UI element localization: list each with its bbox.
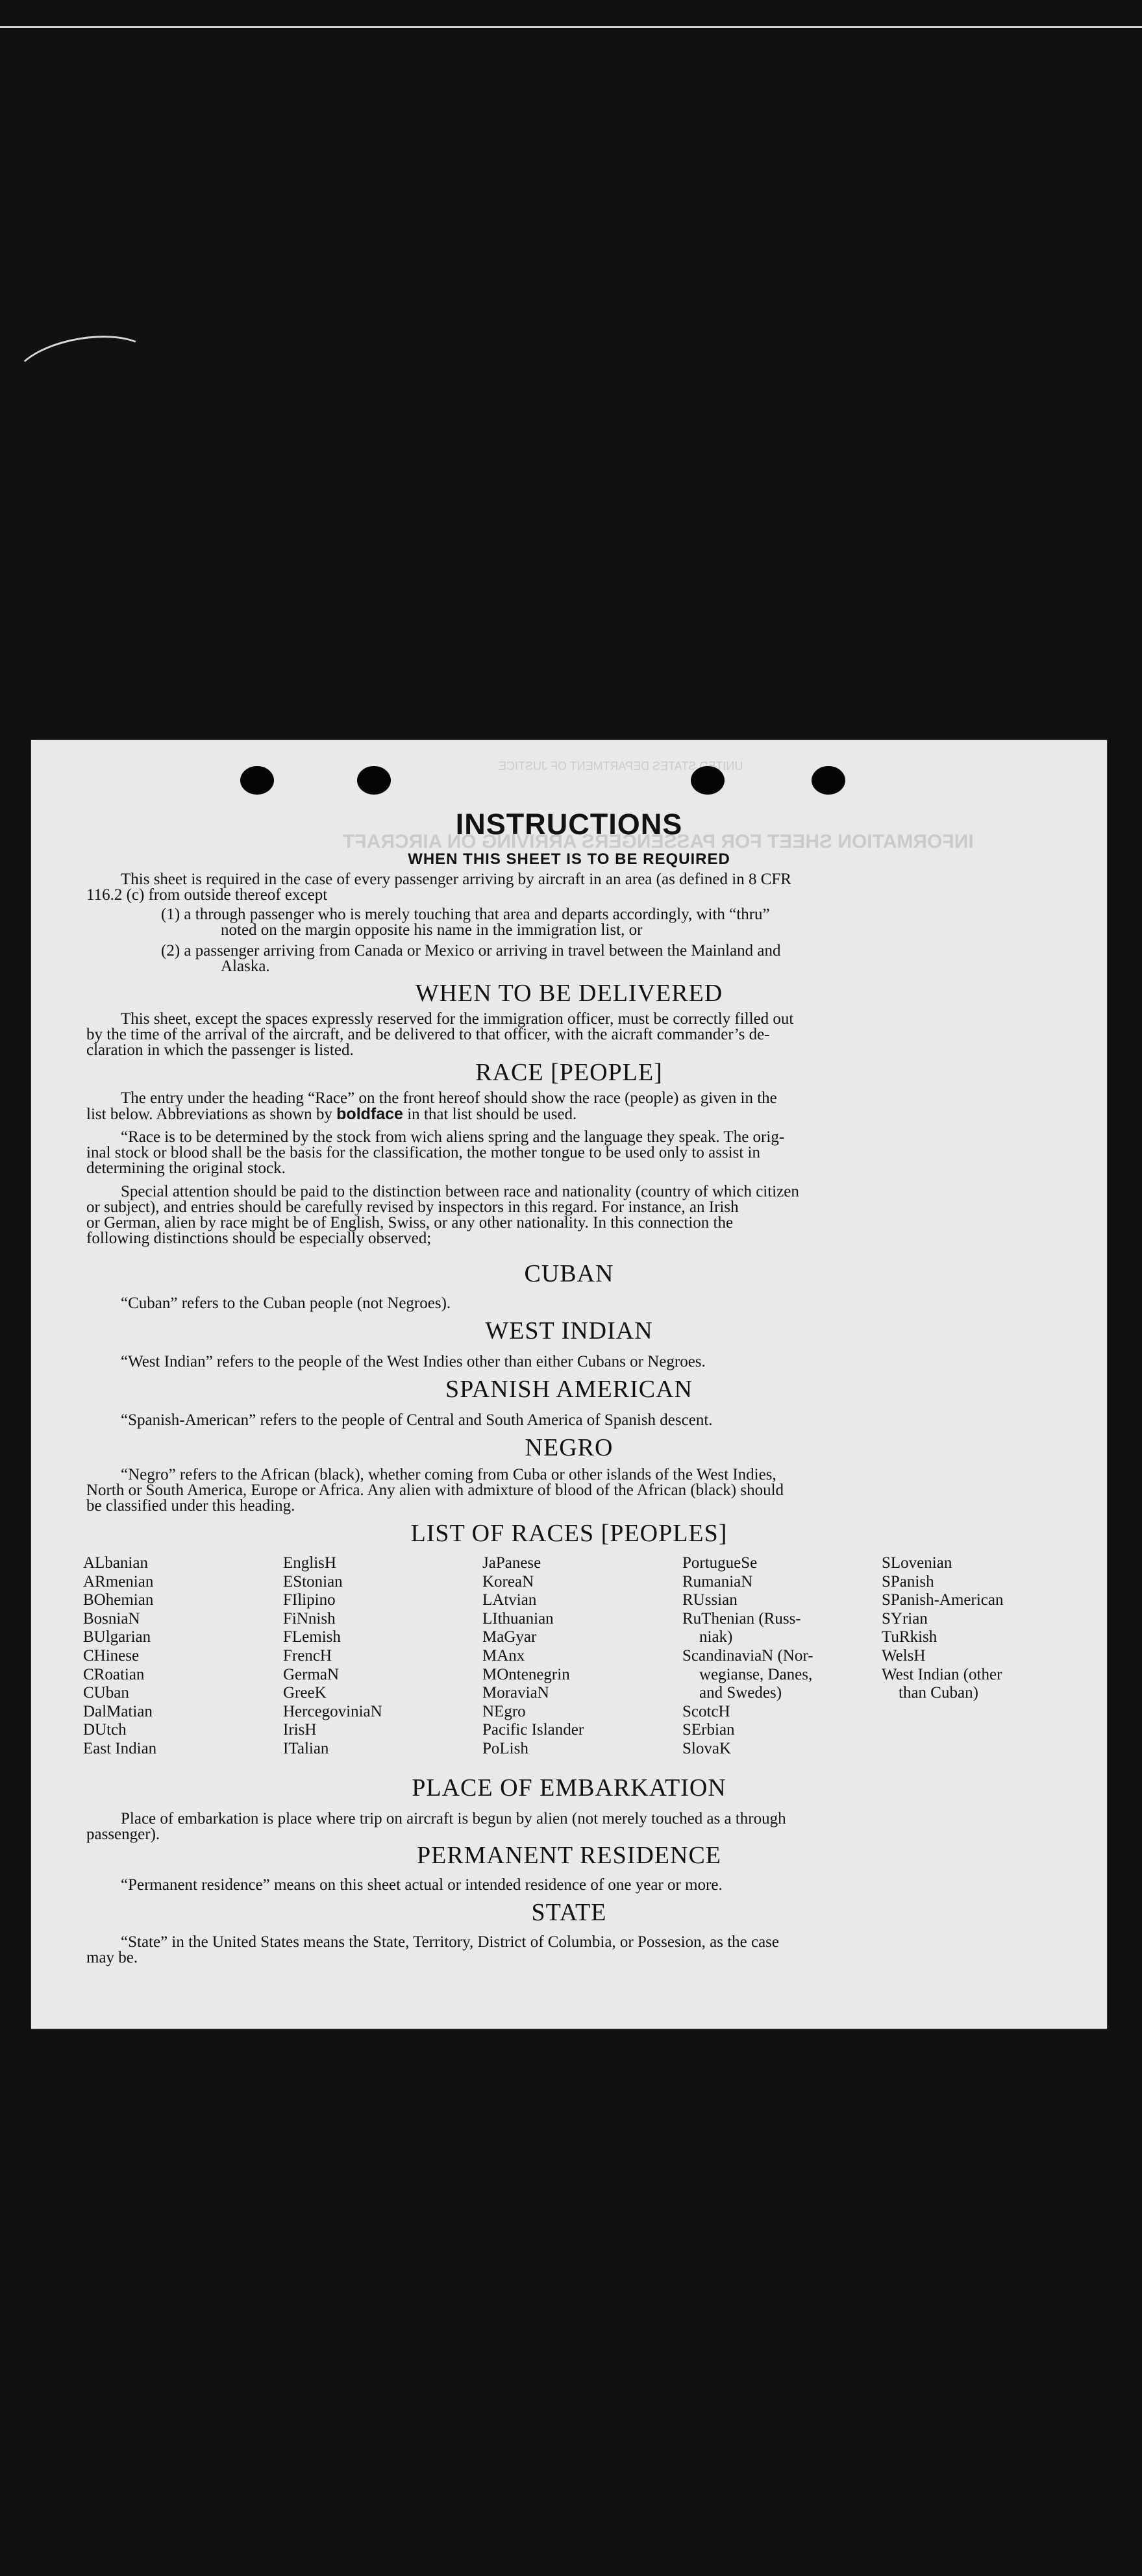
race-entry: than Cuban) xyxy=(899,1684,978,1702)
paragraph-line: claration in which the passenger is listed. xyxy=(86,1041,354,1059)
film-top-edge xyxy=(0,26,1142,28)
punch-hole xyxy=(240,766,274,795)
race-entry: MAnx xyxy=(482,1646,525,1665)
paragraph-line: “Cuban” refers to the Cuban people (not Negroes). xyxy=(121,1294,451,1312)
race-entry: ScandinaviaN (Nor- xyxy=(682,1646,813,1665)
paragraph-line: passenger). xyxy=(86,1826,160,1843)
race-entry: SPanish xyxy=(882,1572,934,1591)
paragraph-line: This sheet, except the spaces expressly reserved for the immigration officer, must be correctly filled out xyxy=(121,1010,794,1028)
race-entry: EnglisH xyxy=(283,1554,336,1572)
paragraph-line: “West Indian” refers to the people of the West Indies other than either Cubans or Negroes. xyxy=(121,1353,706,1370)
section-heading: PLACE OF EMBARKATION xyxy=(412,1774,726,1802)
section-heading: PERMANENT RESIDENCE xyxy=(416,1842,722,1869)
paragraph-line: may be. xyxy=(86,1949,138,1966)
race-entry: GreeK xyxy=(283,1684,327,1702)
race-entry: DUtch xyxy=(83,1721,127,1739)
intro-line: This sheet is required in the case of every passenger arriving by aircraft in an area (as defined in 8 CFR xyxy=(121,871,791,888)
race-entry: SlovaK xyxy=(682,1739,731,1757)
paragraph-line: following distinctions should be especially observed; xyxy=(86,1230,432,1247)
race-entry: RuThenian (Russ- xyxy=(682,1609,801,1628)
race-entry: GermaN xyxy=(283,1665,340,1683)
section-heading: STATE xyxy=(531,1899,607,1926)
race-entry: EStonian xyxy=(283,1572,343,1591)
race-entry: PortugueSe xyxy=(682,1554,758,1572)
paragraph-line: list below. Abbreviations as shown by boldface in that list should be used. xyxy=(86,1105,577,1123)
punch-hole xyxy=(812,766,845,795)
paragraph-line: or subject), and entries should be carefully revised by inspectors in this regard. For instance, an Irish xyxy=(86,1198,739,1216)
race-entry: SPanish-American xyxy=(882,1591,1004,1609)
section-heading: WHEN TO BE DELIVERED xyxy=(415,980,723,1007)
race-entry: wegianse, Danes, xyxy=(699,1665,813,1683)
intro-line: 116.2 (c) from outside thereof except xyxy=(86,886,328,904)
paragraph-line: Special attention should be paid to the distinction between race and nationality (country of which citizen xyxy=(121,1183,799,1200)
race-entry: DalMatian xyxy=(83,1702,153,1720)
paragraph-line: “Permanent residence” means on this sheet actual or intended residence of one year or more. xyxy=(121,1876,723,1894)
section-heading: LIST OF RACES [PEOPLES] xyxy=(410,1520,728,1547)
race-entry: BOhemian xyxy=(83,1591,154,1609)
race-entry: KoreaN xyxy=(482,1572,534,1591)
paragraph-line: “Negro” refers to the African (black), whether coming from Cuba or other islands of the West Indies, xyxy=(121,1466,776,1483)
paragraph-line: North or South America, Europe or Africa. Any alien with admixture of blood of the African (black) should xyxy=(86,1481,784,1499)
race-entry: CUban xyxy=(83,1684,129,1702)
race-entry: BosniaN xyxy=(83,1609,140,1628)
bleed-through-title: INFORMATION SHEET FOR PASSENGERS ARRIVING ON AIRCRAFT xyxy=(343,831,974,852)
race-column xyxy=(682,1554,813,1759)
race-entry: WelsH xyxy=(882,1646,926,1665)
race-entry: MOntenegrin xyxy=(482,1665,570,1683)
paragraph-line: or German, alien by race might be of English, Swiss, or any other nationality. In this connection the xyxy=(86,1214,734,1232)
race-entry: SErbian xyxy=(682,1721,735,1739)
race-entry: niak) xyxy=(699,1628,733,1646)
intro-item: (2) a passenger arriving from Canada or Mexico or arriving in travel between the Mainland and xyxy=(161,942,781,960)
race-entry: LAtvian xyxy=(482,1591,537,1609)
document-page xyxy=(31,740,1107,2029)
race-column xyxy=(83,1554,156,1759)
race-entry: ScotcH xyxy=(682,1702,730,1720)
intro-item: (1) a through passenger who is merely touching that area and departs accordingly, with “thru” xyxy=(161,906,770,923)
race-column xyxy=(482,1554,584,1759)
intro-item: Alaska. xyxy=(221,958,270,975)
race-entry: ALbanian xyxy=(83,1554,148,1572)
instructions-title: INSTRUCTIONS xyxy=(455,808,683,841)
race-entry: JaPanese xyxy=(482,1554,541,1572)
race-column xyxy=(283,1554,382,1759)
race-entry: LIthuanian xyxy=(482,1609,554,1628)
punch-hole xyxy=(357,766,391,795)
paragraph-line: “Race is to be determined by the stock from wich aliens spring and the language they speak. The orig- xyxy=(121,1128,785,1146)
race-entry: Pacific Islander xyxy=(482,1721,584,1739)
race-entry: FiNnish xyxy=(283,1609,336,1628)
race-entry: SYrian xyxy=(882,1609,928,1628)
paragraph-line: The entry under the heading “Race” on the front hereof should show the race (people) as given in the xyxy=(121,1089,777,1107)
paragraph-line: inal stock or blood shall be the basis for the classification, the mother tongue to be used only to assist in xyxy=(86,1144,761,1161)
section-heading: WEST INDIAN xyxy=(485,1317,653,1344)
race-entry: MaGyar xyxy=(482,1628,537,1646)
race-entry: FrencH xyxy=(283,1646,332,1665)
paragraph-line: Place of embarkation is place where trip on aircraft is begun by alien (not merely touched as a through xyxy=(121,1810,786,1827)
intro-item: noted on the margin opposite his name in the immigration list, or xyxy=(221,921,643,939)
race-entry: CRoatian xyxy=(83,1665,145,1683)
section-heading: SPANISH AMERICAN xyxy=(445,1376,693,1403)
section-heading: CUBAN xyxy=(524,1260,614,1287)
race-entry: RumaniaN xyxy=(682,1572,753,1591)
bleed-through-agency: UNITED STATES DEPARTMENT OF JUSTICE xyxy=(499,760,743,773)
race-entry: PoLish xyxy=(482,1739,528,1757)
instructions-subtitle: WHEN THIS SHEET IS TO BE REQUIRED xyxy=(408,850,730,868)
paragraph-line: by the time of the arrival of the aircraft, and be delivered to that officer, with the aicraft commander’s de- xyxy=(86,1026,770,1043)
paragraph-line: “Spanish-American” refers to the people of Central and South America of Spanish descent. xyxy=(121,1411,713,1429)
race-entry: ITalian xyxy=(283,1739,329,1757)
race-entry: West Indian (other xyxy=(882,1665,1002,1683)
race-entry: CHinese xyxy=(83,1646,140,1665)
paragraph-line: be classified under this heading. xyxy=(86,1497,295,1515)
race-entry: ARmenian xyxy=(83,1572,154,1591)
section-heading: NEGRO xyxy=(525,1434,614,1461)
race-entry: TuRkish xyxy=(882,1628,937,1646)
race-entry: FLemish xyxy=(283,1628,341,1646)
film-scratch xyxy=(8,326,157,412)
race-entry: BUlgarian xyxy=(83,1628,151,1646)
section-heading: RACE [PEOPLE] xyxy=(475,1059,663,1086)
race-entry: IrisH xyxy=(283,1721,317,1739)
race-entry: and Swedes) xyxy=(699,1684,782,1702)
race-entry: NEgro xyxy=(482,1702,526,1720)
race-entry: MoraviaN xyxy=(482,1684,549,1702)
race-column xyxy=(882,1554,1003,1703)
race-entry: SLovenian xyxy=(882,1554,952,1572)
paragraph-line: “State” in the United States means the State, Territory, District of Columbia, or Possesion, as the case xyxy=(121,1933,780,1951)
race-entry: RUssian xyxy=(682,1591,738,1609)
boldface-word: boldface xyxy=(336,1105,403,1123)
race-entry: FIlipino xyxy=(283,1591,336,1609)
race-entry: HercegoviniaN xyxy=(283,1702,382,1720)
race-entry: East Indian xyxy=(83,1739,157,1757)
paragraph-line: determining the original stock. xyxy=(86,1159,286,1177)
